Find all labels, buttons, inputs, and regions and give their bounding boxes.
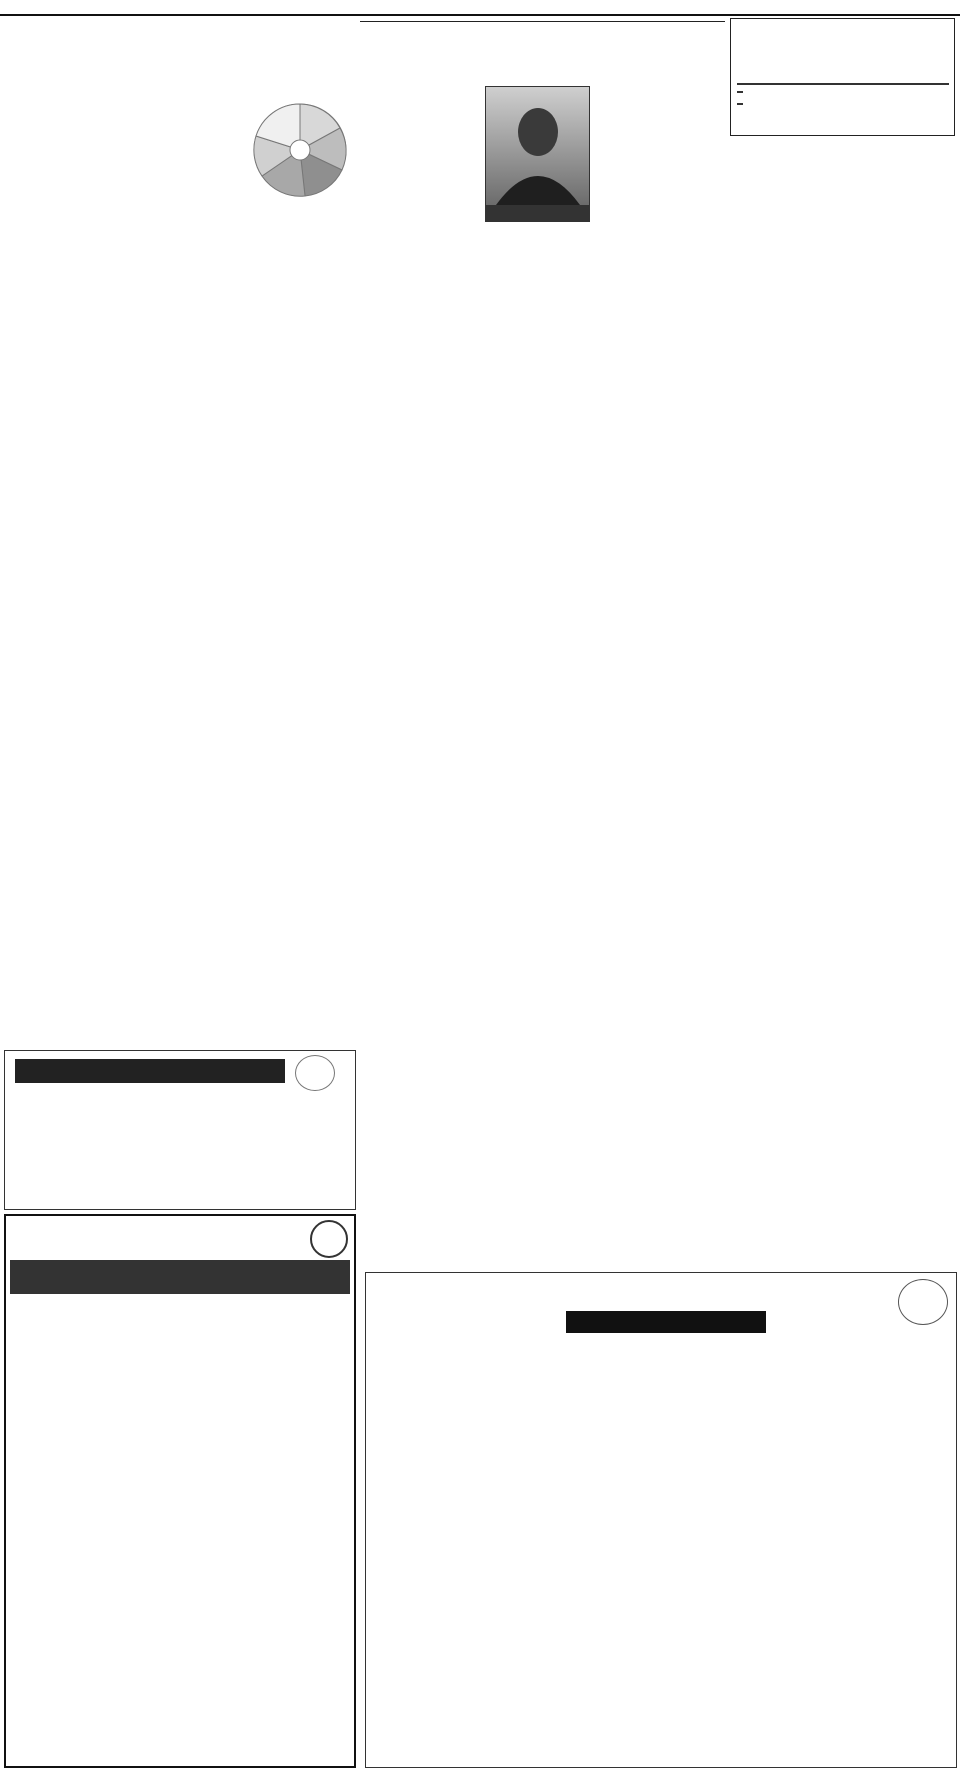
portrait-illustration [486, 87, 589, 205]
nspc-bidding-ad [365, 1272, 957, 1768]
masthead-phone-2 [737, 103, 743, 105]
article-headline [360, 18, 725, 22]
security-guard-ad [4, 1050, 356, 1210]
article-pie-illustration [250, 100, 350, 200]
masthead-box [730, 18, 955, 136]
masthead-rule [737, 83, 949, 85]
page-header-bar [0, 0, 960, 14]
security-ad-title [15, 1059, 285, 1083]
author-photo [485, 86, 590, 206]
masthead-phone-1 [737, 91, 743, 93]
nspc-title [566, 1311, 766, 1333]
article-byline [485, 206, 590, 222]
tender-title [10, 1260, 350, 1280]
tender-subtitle [10, 1280, 350, 1294]
kp-government-emblem-icon [310, 1220, 348, 1258]
tender-notice [4, 1214, 356, 1768]
ad-emblem-icon [295, 1055, 335, 1091]
pakistan-emblem-icon [898, 1279, 948, 1325]
security-ad-body [13, 1091, 349, 1165]
